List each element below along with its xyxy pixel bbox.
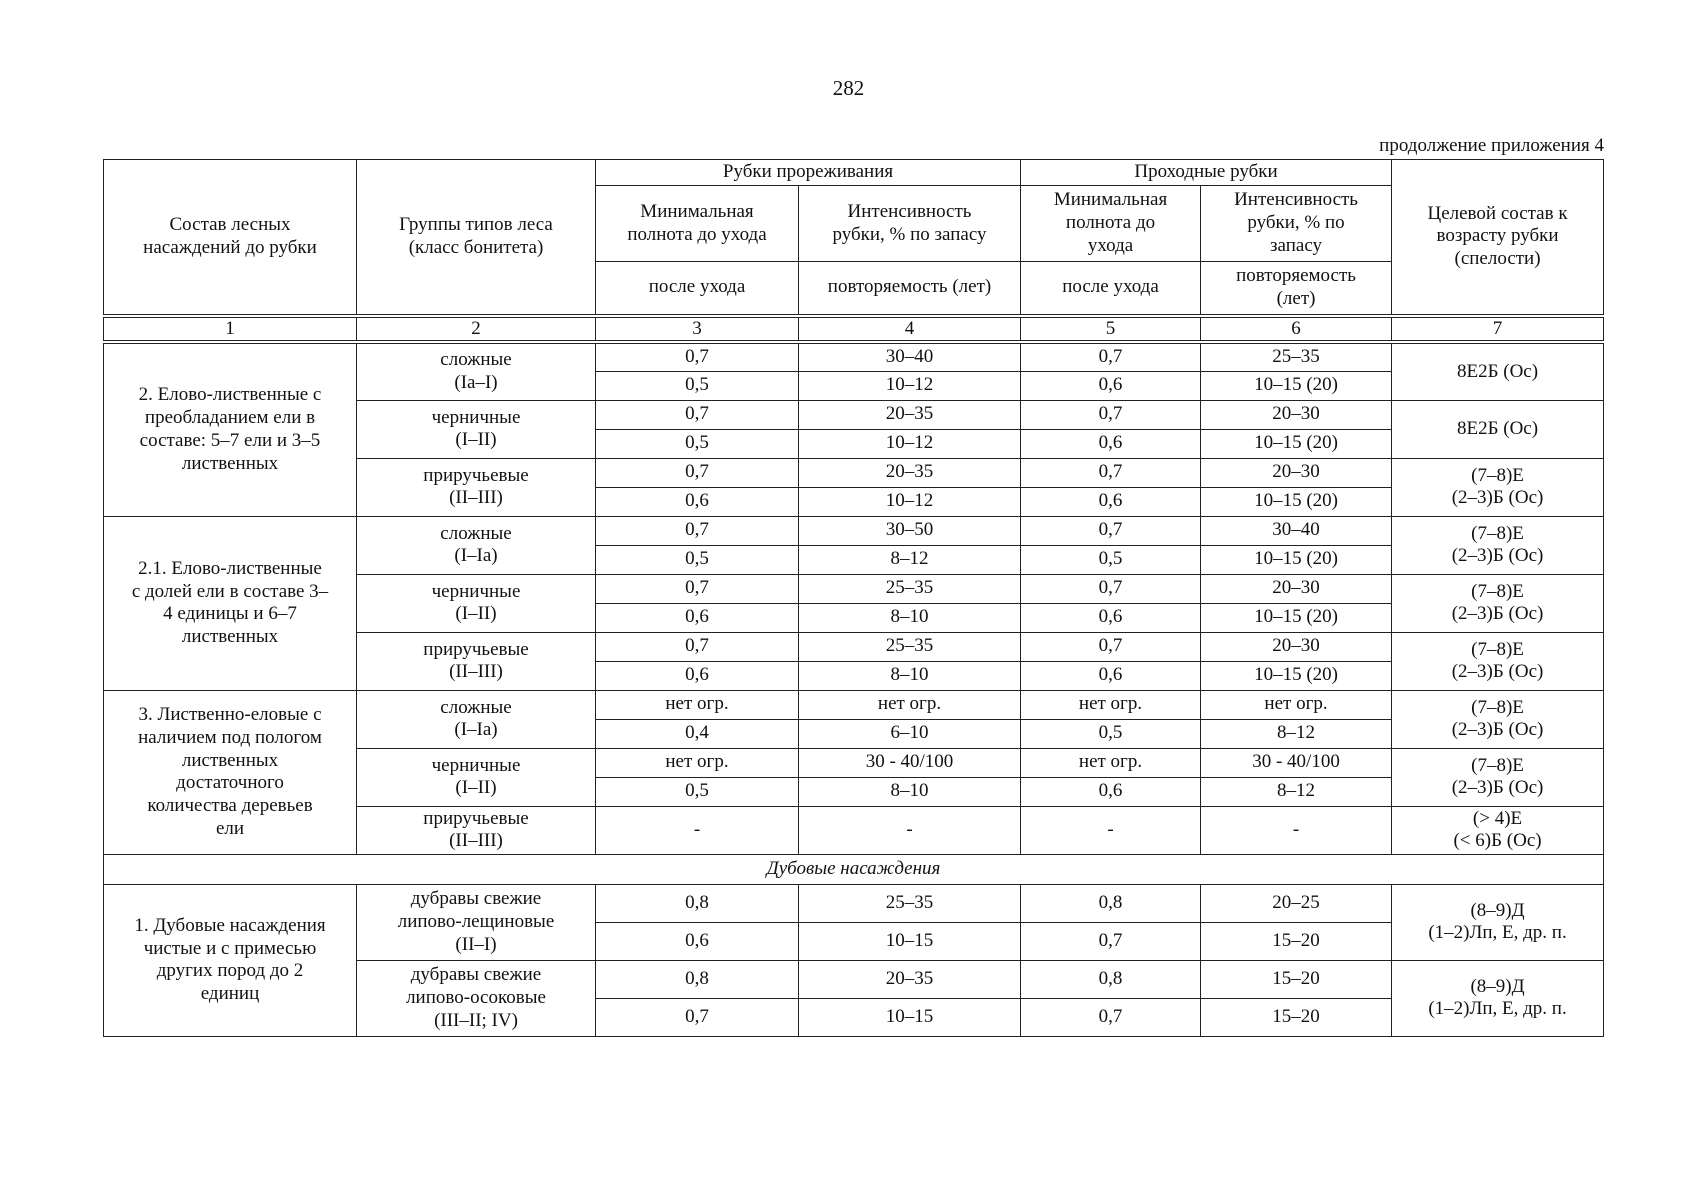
page-number: 282 <box>832 76 865 100</box>
header-passing-cuts: Проходные рубки <box>1021 160 1392 186</box>
target-composition: (7–8)Е (2–3)Б (Ос) <box>1392 516 1604 574</box>
data-cell: 15–20 <box>1201 998 1392 1036</box>
data-cell: 20–30 <box>1201 632 1392 661</box>
forest-group: сложные (Ia–I) <box>357 342 596 400</box>
data-cell: 0,7 <box>1021 342 1201 371</box>
data-cell: 0,6 <box>1021 371 1201 400</box>
data-cell: 0,7 <box>596 998 799 1036</box>
data-cell: 0,8 <box>1021 960 1201 998</box>
data-cell: - <box>1201 806 1392 854</box>
header-pass-after: после ухода <box>1021 262 1201 316</box>
data-cell: нет огр. <box>1021 748 1201 777</box>
data-cell: 6–10 <box>799 719 1021 748</box>
forest-group: черничные (I–II) <box>357 400 596 458</box>
data-cell: 0,5 <box>596 429 799 458</box>
data-cell: 8–10 <box>799 603 1021 632</box>
header-thin-after: после ухода <box>596 262 799 316</box>
header-thin-repeat: повторяемость (лет) <box>799 262 1021 316</box>
data-cell: 25–35 <box>799 632 1021 661</box>
data-cell: 0,6 <box>596 603 799 632</box>
header-pass-min-density: Минимальная полнота до ухода <box>1021 186 1201 262</box>
data-cell: 20–35 <box>799 960 1021 998</box>
data-cell: нет огр. <box>1201 690 1392 719</box>
forest-group: черничные (I–II) <box>357 748 596 806</box>
forest-group: приручьевые (II–III) <box>357 806 596 854</box>
data-cell: 25–35 <box>799 574 1021 603</box>
data-cell: 0,6 <box>1021 487 1201 516</box>
data-cell: 10–15 <box>799 922 1021 960</box>
data-cell: 20–30 <box>1201 400 1392 429</box>
data-cell: 10–15 (20) <box>1201 661 1392 690</box>
data-cell: 0,6 <box>596 661 799 690</box>
data-cell: 0,7 <box>596 574 799 603</box>
target-composition: (7–8)Е (2–3)Б (Ос) <box>1392 632 1604 690</box>
data-cell: 0,8 <box>1021 884 1201 922</box>
data-cell: 10–15 (20) <box>1201 487 1392 516</box>
data-cell: 0,7 <box>1021 400 1201 429</box>
column-number: 1 <box>104 316 357 343</box>
header-thin-min-density: Минимальная полнота до ухода <box>596 186 799 262</box>
target-composition: (8–9)Д (1–2)Лп, Е, др. п. <box>1392 960 1604 1036</box>
forest-group: приручьевые (II–III) <box>357 458 596 516</box>
subheading-oak-stands: Дубовые насаждения <box>104 854 1604 884</box>
data-cell: 10–12 <box>799 371 1021 400</box>
data-cell: 8–10 <box>799 777 1021 806</box>
header-thin-intensity: Интенсивность рубки, % по запасу <box>799 186 1021 262</box>
data-cell: 0,5 <box>596 545 799 574</box>
data-cell: 15–20 <box>1201 922 1392 960</box>
data-cell: 0,4 <box>596 719 799 748</box>
data-cell: 20–30 <box>1201 458 1392 487</box>
data-cell: 20–35 <box>799 458 1021 487</box>
target-composition: (7–8)Е (2–3)Б (Ос) <box>1392 458 1604 516</box>
data-cell: 0,6 <box>1021 429 1201 458</box>
header-pass-intensity: Интенсивность рубки, % по запасу <box>1201 186 1392 262</box>
data-cell: 0,7 <box>596 342 799 371</box>
data-cell: - <box>596 806 799 854</box>
data-cell: 30–50 <box>799 516 1021 545</box>
column-number: 5 <box>1021 316 1201 343</box>
data-cell: 25–35 <box>1201 342 1392 371</box>
forest-thinning-table <box>103 159 1604 1037</box>
data-cell: 30–40 <box>1201 516 1392 545</box>
data-cell: 0,7 <box>596 400 799 429</box>
section-composition: 2.1. Елово-лиственные с долей ели в составе 3– 4 единицы и 6–7 лиственных <box>104 516 357 690</box>
forest-group: дубравы свежие липово-лещиновые (II–I) <box>357 884 596 960</box>
data-cell: 0,6 <box>1021 603 1201 632</box>
data-cell: нет огр. <box>596 690 799 719</box>
data-cell: 10–15 (20) <box>1201 429 1392 458</box>
data-cell: 0,7 <box>1021 574 1201 603</box>
data-cell: 30 - 40/100 <box>799 748 1021 777</box>
data-cell: 0,6 <box>1021 777 1201 806</box>
data-cell: 10–15 (20) <box>1201 603 1392 632</box>
data-cell: 20–30 <box>1201 574 1392 603</box>
data-cell: 8–10 <box>799 661 1021 690</box>
data-cell: 0,8 <box>596 884 799 922</box>
column-number: 6 <box>1201 316 1392 343</box>
header-pass-repeat: повторяемость (лет) <box>1201 262 1392 316</box>
target-composition: 8Е2Б (Ос) <box>1392 400 1604 458</box>
data-cell: 0,5 <box>596 371 799 400</box>
data-cell: - <box>1021 806 1201 854</box>
header-thinning: Рубки прореживания <box>596 160 1021 186</box>
target-composition: 8Е2Б (Ос) <box>1392 342 1604 400</box>
data-cell: 20–35 <box>799 400 1021 429</box>
data-cell: 30 - 40/100 <box>1201 748 1392 777</box>
forest-group: сложные (I–Ia) <box>357 516 596 574</box>
column-number: 7 <box>1392 316 1604 343</box>
target-composition: (7–8)Е (2–3)Б (Ос) <box>1392 748 1604 806</box>
data-cell: нет огр. <box>799 690 1021 719</box>
data-cell: 0,7 <box>596 458 799 487</box>
data-cell: 25–35 <box>799 884 1021 922</box>
data-cell: 15–20 <box>1201 960 1392 998</box>
data-cell: 10–12 <box>799 487 1021 516</box>
continuation-label: продолжение приложения 4 <box>1379 135 1604 156</box>
data-cell: 0,7 <box>596 516 799 545</box>
data-cell: 8–12 <box>1201 719 1392 748</box>
data-cell: 0,6 <box>596 922 799 960</box>
target-composition: (8–9)Д (1–2)Лп, Е, др. п. <box>1392 884 1604 960</box>
target-composition: (> 4)Е (< 6)Б (Ос) <box>1392 806 1604 854</box>
data-cell: 0,7 <box>1021 458 1201 487</box>
data-cell: - <box>799 806 1021 854</box>
target-composition: (7–8)Е (2–3)Б (Ос) <box>1392 690 1604 748</box>
data-cell: 10–15 <box>799 998 1021 1036</box>
data-cell: 10–12 <box>799 429 1021 458</box>
column-number: 2 <box>357 316 596 343</box>
forest-group: черничные (I–II) <box>357 574 596 632</box>
data-cell: 0,5 <box>1021 545 1201 574</box>
header-forest-groups: Группы типов леса (класс бонитета) <box>357 160 596 316</box>
column-number: 4 <box>799 316 1021 343</box>
data-cell: нет огр. <box>596 748 799 777</box>
data-cell: 0,7 <box>1021 998 1201 1036</box>
data-cell: 0,7 <box>1021 516 1201 545</box>
section-composition: 1. Дубовые насаждения чистые и с примесью других пород до 2 единиц <box>104 884 357 1036</box>
forest-group: дубравы свежие липово-осоковые (III–II; IV) <box>357 960 596 1036</box>
data-cell: 10–15 (20) <box>1201 371 1392 400</box>
data-cell: 20–25 <box>1201 884 1392 922</box>
section-composition: 3. Лиственно-еловые с наличием под пологом лиственных достаточного количества деревьев ели <box>104 690 357 854</box>
forest-group: приручьевые (II–III) <box>357 632 596 690</box>
section-composition: 2. Елово-лиственные с преобладанием ели в составе: 5–7 ели и 3–5 лиственных <box>104 342 357 516</box>
data-cell: нет огр. <box>1021 690 1201 719</box>
target-composition: (7–8)Е (2–3)Б (Ос) <box>1392 574 1604 632</box>
data-cell: 0,6 <box>1021 661 1201 690</box>
data-cell: 0,7 <box>1021 922 1201 960</box>
data-cell: 0,5 <box>1021 719 1201 748</box>
data-cell: 0,7 <box>1021 632 1201 661</box>
data-cell: 0,7 <box>596 632 799 661</box>
data-cell: 8–12 <box>799 545 1021 574</box>
column-number: 3 <box>596 316 799 343</box>
data-cell: 0,6 <box>596 487 799 516</box>
data-cell: 0,5 <box>596 777 799 806</box>
data-cell: 10–15 (20) <box>1201 545 1392 574</box>
data-cell: 30–40 <box>799 342 1021 371</box>
header-target-composition: Целевой состав к возрасту рубки (спелости) <box>1392 160 1604 316</box>
forest-group: сложные (I–Ia) <box>357 690 596 748</box>
header-composition: Состав лесных насаждений до рубки <box>104 160 357 316</box>
data-cell: 0,8 <box>596 960 799 998</box>
data-cell: 8–12 <box>1201 777 1392 806</box>
